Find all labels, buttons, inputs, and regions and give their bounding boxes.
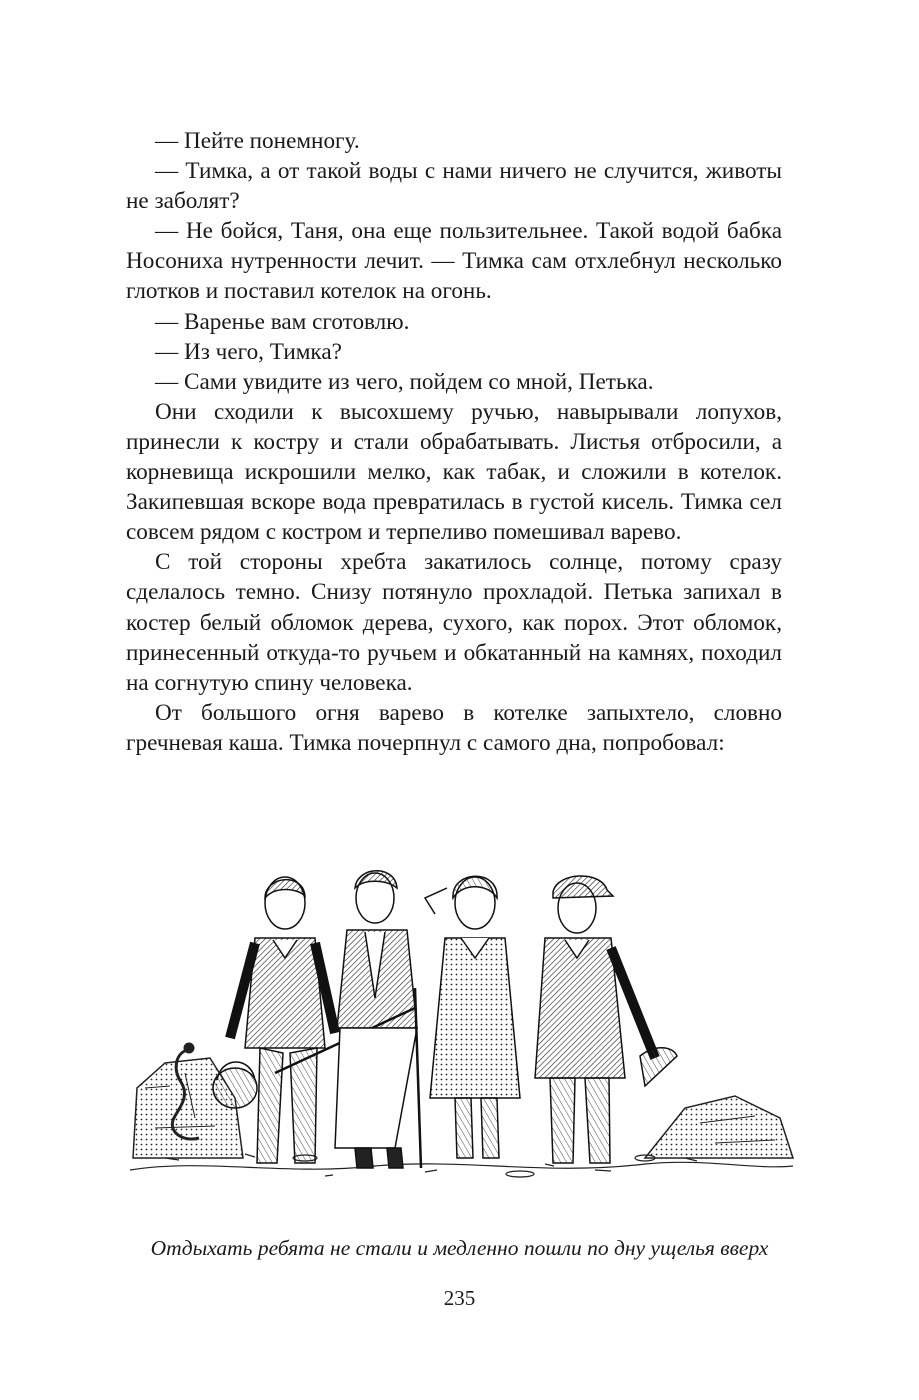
right-rock <box>645 1096 793 1158</box>
illustration-four-children <box>125 858 795 1188</box>
main-text <box>126 126 782 758</box>
paragraph: — Из чего, Тимка? <box>155 338 342 365</box>
paragraph: — Не бойся, Таня, она еще пользительнее. Такой водой бабка Носониха нутренности лечит. — Тимка сам отхлебнул несколько глотков и поставил котелок на огонь. <box>126 218 782 305</box>
illustration-caption: Отдыхать ребята не стали и медленно пошли по дну ущелья вверх <box>150 1236 769 1260</box>
paragraph: — Пейте понемногу. <box>155 128 360 154</box>
paragraph: От большого огня варево в котелке запыхтело, словно гречневая каша. Тимка почерпнул с самого дна, попробовал: <box>126 699 782 756</box>
child-3 <box>425 876 520 1158</box>
paragraph: Они сходили к высохшему ручью, навырывали лопухов, принесли к костру и стали обрабатывать. Листья отбросили, а корневища искрошили мелко, как табак, и сложили в котелок. Закипевшая вскоре вода превратилась в густой кисель. Тимка сел совсем рядом с костром и терпеливо помешивал варево. <box>126 398 782 546</box>
paragraph: — Тимка, а от такой воды с нами ничего не случится, животы не заболят? <box>126 158 782 215</box>
child-4 <box>535 876 677 1163</box>
paragraph: — Сами увидите из чего, пойдем со мной, Петька. <box>155 368 654 395</box>
paragraph: С той стороны хребта закатилось солнце, потому сразу сделалось темно. Снизу потянуло прохладой. Петька запихал в костер белый обломок дерева, сухого, как порох. Этот обломок, принесенный откуда-то ручьем и обкатанный на камнях, походил на согнутую спину человека. <box>126 549 782 696</box>
paragraph: — Варенье вам сготовлю. <box>155 308 410 335</box>
page-number: 235 <box>443 1286 476 1310</box>
